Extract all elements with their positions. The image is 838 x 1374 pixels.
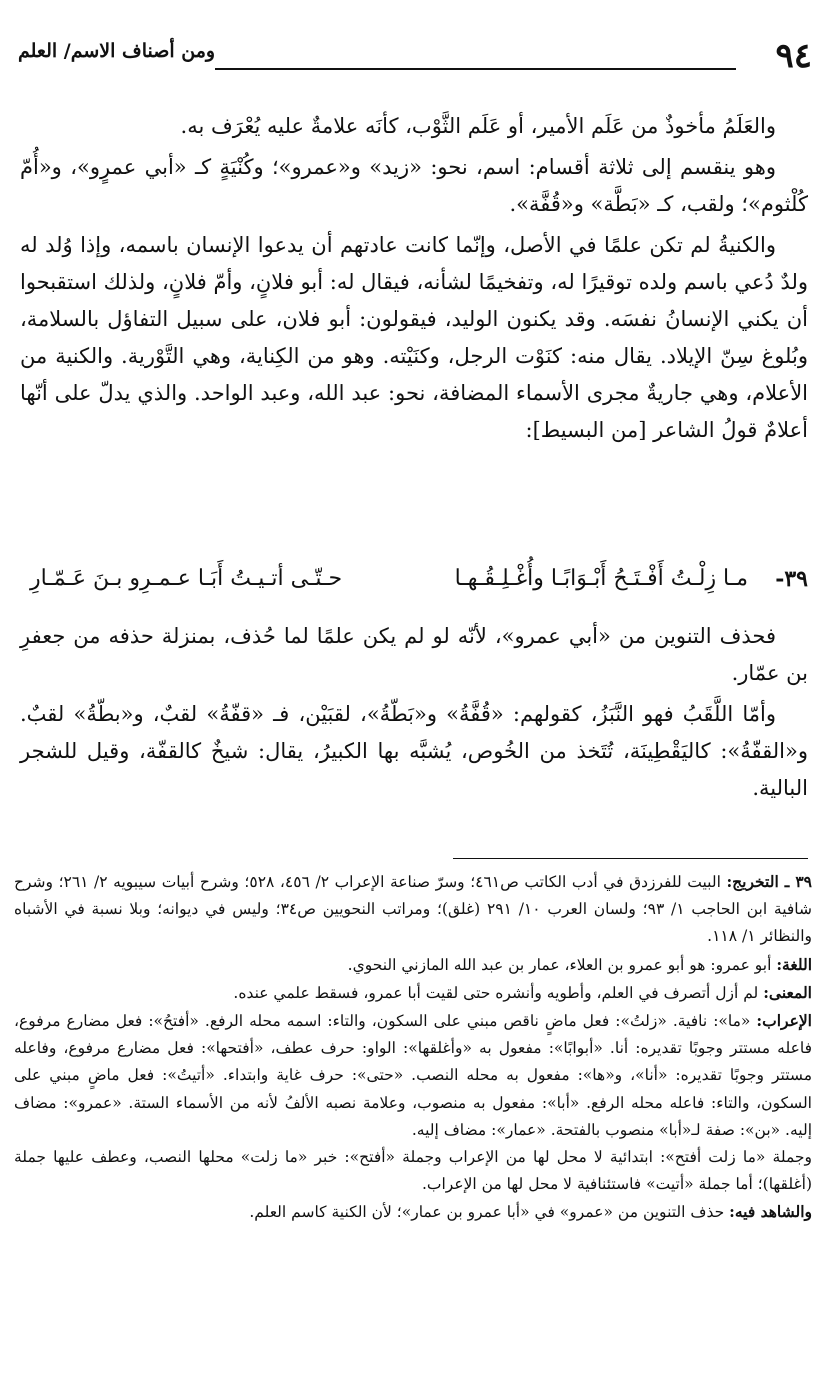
footnote-label: والشاهد فيه: — [729, 1202, 812, 1222]
page-number: ٩٤ — [775, 36, 812, 76]
paragraph-laqab: وأمّا اللَّقَبُ فهو النَّبَزُ، كقولهم: «قُفَّةُ» و«بَطّةُ»، لقبَيْن، فـ «قفّةُ» لقبٌ، و«بطّةُ» لقبٌ. و«القفّةُ»: كاليَقْطِينَة، تُتَخذ من الخُوص، يُشبَّه بها الكبيرُ، يقال: شيخٌ كالقفّة، وقيل للشجر البالية. — [20, 702, 808, 800]
poetry-verse — [20, 560, 808, 606]
header-rule — [215, 68, 736, 70]
footnote-irab — [14, 1007, 812, 1144]
paragraph-kunya: والكنيةُ لم تكن علمًا في الأصل، وإنّما كانت عادتهم أن يدعوا الإنسان باسمه، وإذا وُلد له ولدٌ دُعي باسم ولده توقيرًا له، وتفخيمًا لشأنه، فيقال له: أبو فلانٍ، وأمّ فلانٍ، ولذلك استقبحوا أن يكني الإنسانُ نفسَه. وقد يكنون الوليد، فيقولون: أبو فلان، على سبيل التفاؤل بالسلامة، وبُلوغ سِنّ الإيلاد. يقال منه: كنَوْت الرجل، وكنَيْته. وهو من الكِناية، وهي التَّوْرية. والكنية من الأعلام، وهي جاريةٌ مجرى الأسماء المضافة، نحو: عبد الله، وعبد الواحد. والذي يدلّ على أنّها أعلامٌ قولُ الشاعر [من البسيط]: — [20, 233, 808, 442]
footnote-label: اللغة: — [776, 954, 812, 974]
verse-first-hemistich: مـا زِلْـتُ أَفْـتَـحُ أَبْـوَابًـا وأُغْـلِـقُـهـا — [454, 566, 748, 591]
footnote-text: «ما»: نافية. «زلتُ»: فعل ماضٍ ناقص مبني على السكون، والتاء: اسمه محله الرفع. «أفتحُ»: فعل مضارع مرفوع، فاعله مستتر وجوبًا تقديره: أنا. «أبوابًا»: مفعول به «وأغلقها»: الواو: حرف عطف، «أفتحها»: فعل مضارع مرفوع، وفاعله مستتر وجوبًا تقديره: «أنا»، و«ها»: مفعول به محله النصب. «حتى»: حرف غاية وابتداء. «أتيتُ»: فعل ماضٍ مبني على السكون، والتاء: فاعله محله الرفع. «أبا»: مفعول به منصوب، وعلامة نصبه الألفُ لأنه من الأسماء الستة. «عمرو»: مضاف إليه. «بن»: صفة لـ«أبا» منصوب بالفتحة. «عمار»: مضاف إليه. — [14, 1012, 812, 1139]
footnote-text: لم أزل أتصرف في العلم، وأطويه وأنشره حتى لقيت أبا عمرو، فسقط علمي عنده. — [233, 983, 759, 1002]
page-header — [10, 36, 818, 84]
running-title: ومن أصناف الاسم/ العلم — [18, 40, 216, 62]
footnote-text: البيت للفرزدق في أدب الكاتب ص٤٦١؛ وسرّ صناعة الإعراب ٢/ ٤٥٦، ٥٢٨؛ وشرح أبيات سيبويه ٢/ ٢٦١؛ وشرح شافية ابن الحاجب ١/ ٩٣؛ ولسان العرب ١٠/ ٢٩١ (غلق)؛ ومراتب النحويين ص٣٤؛ وليس في ديوانه؛ وبلا نسبة في الأشباه والنظائر ١/ ١١٨. — [14, 873, 813, 946]
paragraph-definition: والعَلَمُ مأخوذٌ من عَلَم الأمير، أو عَلَم الثَّوْب، كأنَه علامةٌ عليه يُعْرَف به. — [180, 114, 776, 138]
main-text-block — [20, 108, 808, 449]
footnote-label: المعنى: — [763, 982, 812, 1002]
footnote-label: ٣٩ ـ التخريج: — [726, 872, 812, 891]
footnote-jumal: وجملة «ما زلت أفتح»: ابتدائية لا محل لها من الإعراب وجملة «أفتح»: خبر «ما زلت» محلها النصب، وعطف عليها جملة (أغلقها)؛ أما جملة «أتيت» فاستئنافية لا محل لها من الإعراب. — [14, 1148, 812, 1194]
footnote-mana — [14, 979, 812, 1007]
footnote-text: حذف التنوين من «عمرو» في «أبا عمرو بن عمار»؛ لأن الكنية كاسم العلم. — [249, 1203, 725, 1222]
footnote-lugha — [14, 951, 812, 979]
footnote-takhrij — [14, 868, 812, 951]
main-text-block-2 — [20, 618, 808, 807]
footnote-label: الإعراب: — [756, 1011, 812, 1031]
footnote-text: أبو عمرو: هو أبو عمرو بن العلاء، عمار بن عبد الله المازني النحوي. — [347, 955, 772, 974]
verse-number: ٣٩- — [775, 566, 808, 592]
verse-second-hemistich: حـتّـى أتـيـتُ أَبَـا عـمـرِو بـنَ عَـمّـارِ — [30, 566, 343, 591]
footnote-shahid — [14, 1198, 812, 1226]
paragraph-tanwin: فحذف التنوين من «أبي عمرو»، لأنّه لو لم يكن علمًا لما حُذف، بمنزلة حذفه من جعفرِ بن عمّار. — [20, 624, 808, 685]
footnote-separator — [453, 858, 808, 859]
paragraph-divisions: وهو ينقسم إلى ثلاثة أقسام: اسم، نحو: «زيد» و«عمرو»؛ وكُنْيَةٍ كـ «أبي عمرٍو»، و«أُمّ كُلْثوم»؛ ولقب، كـ «بَطَّة» و«قُفَّة». — [20, 155, 808, 216]
footnotes-block — [14, 868, 812, 1227]
